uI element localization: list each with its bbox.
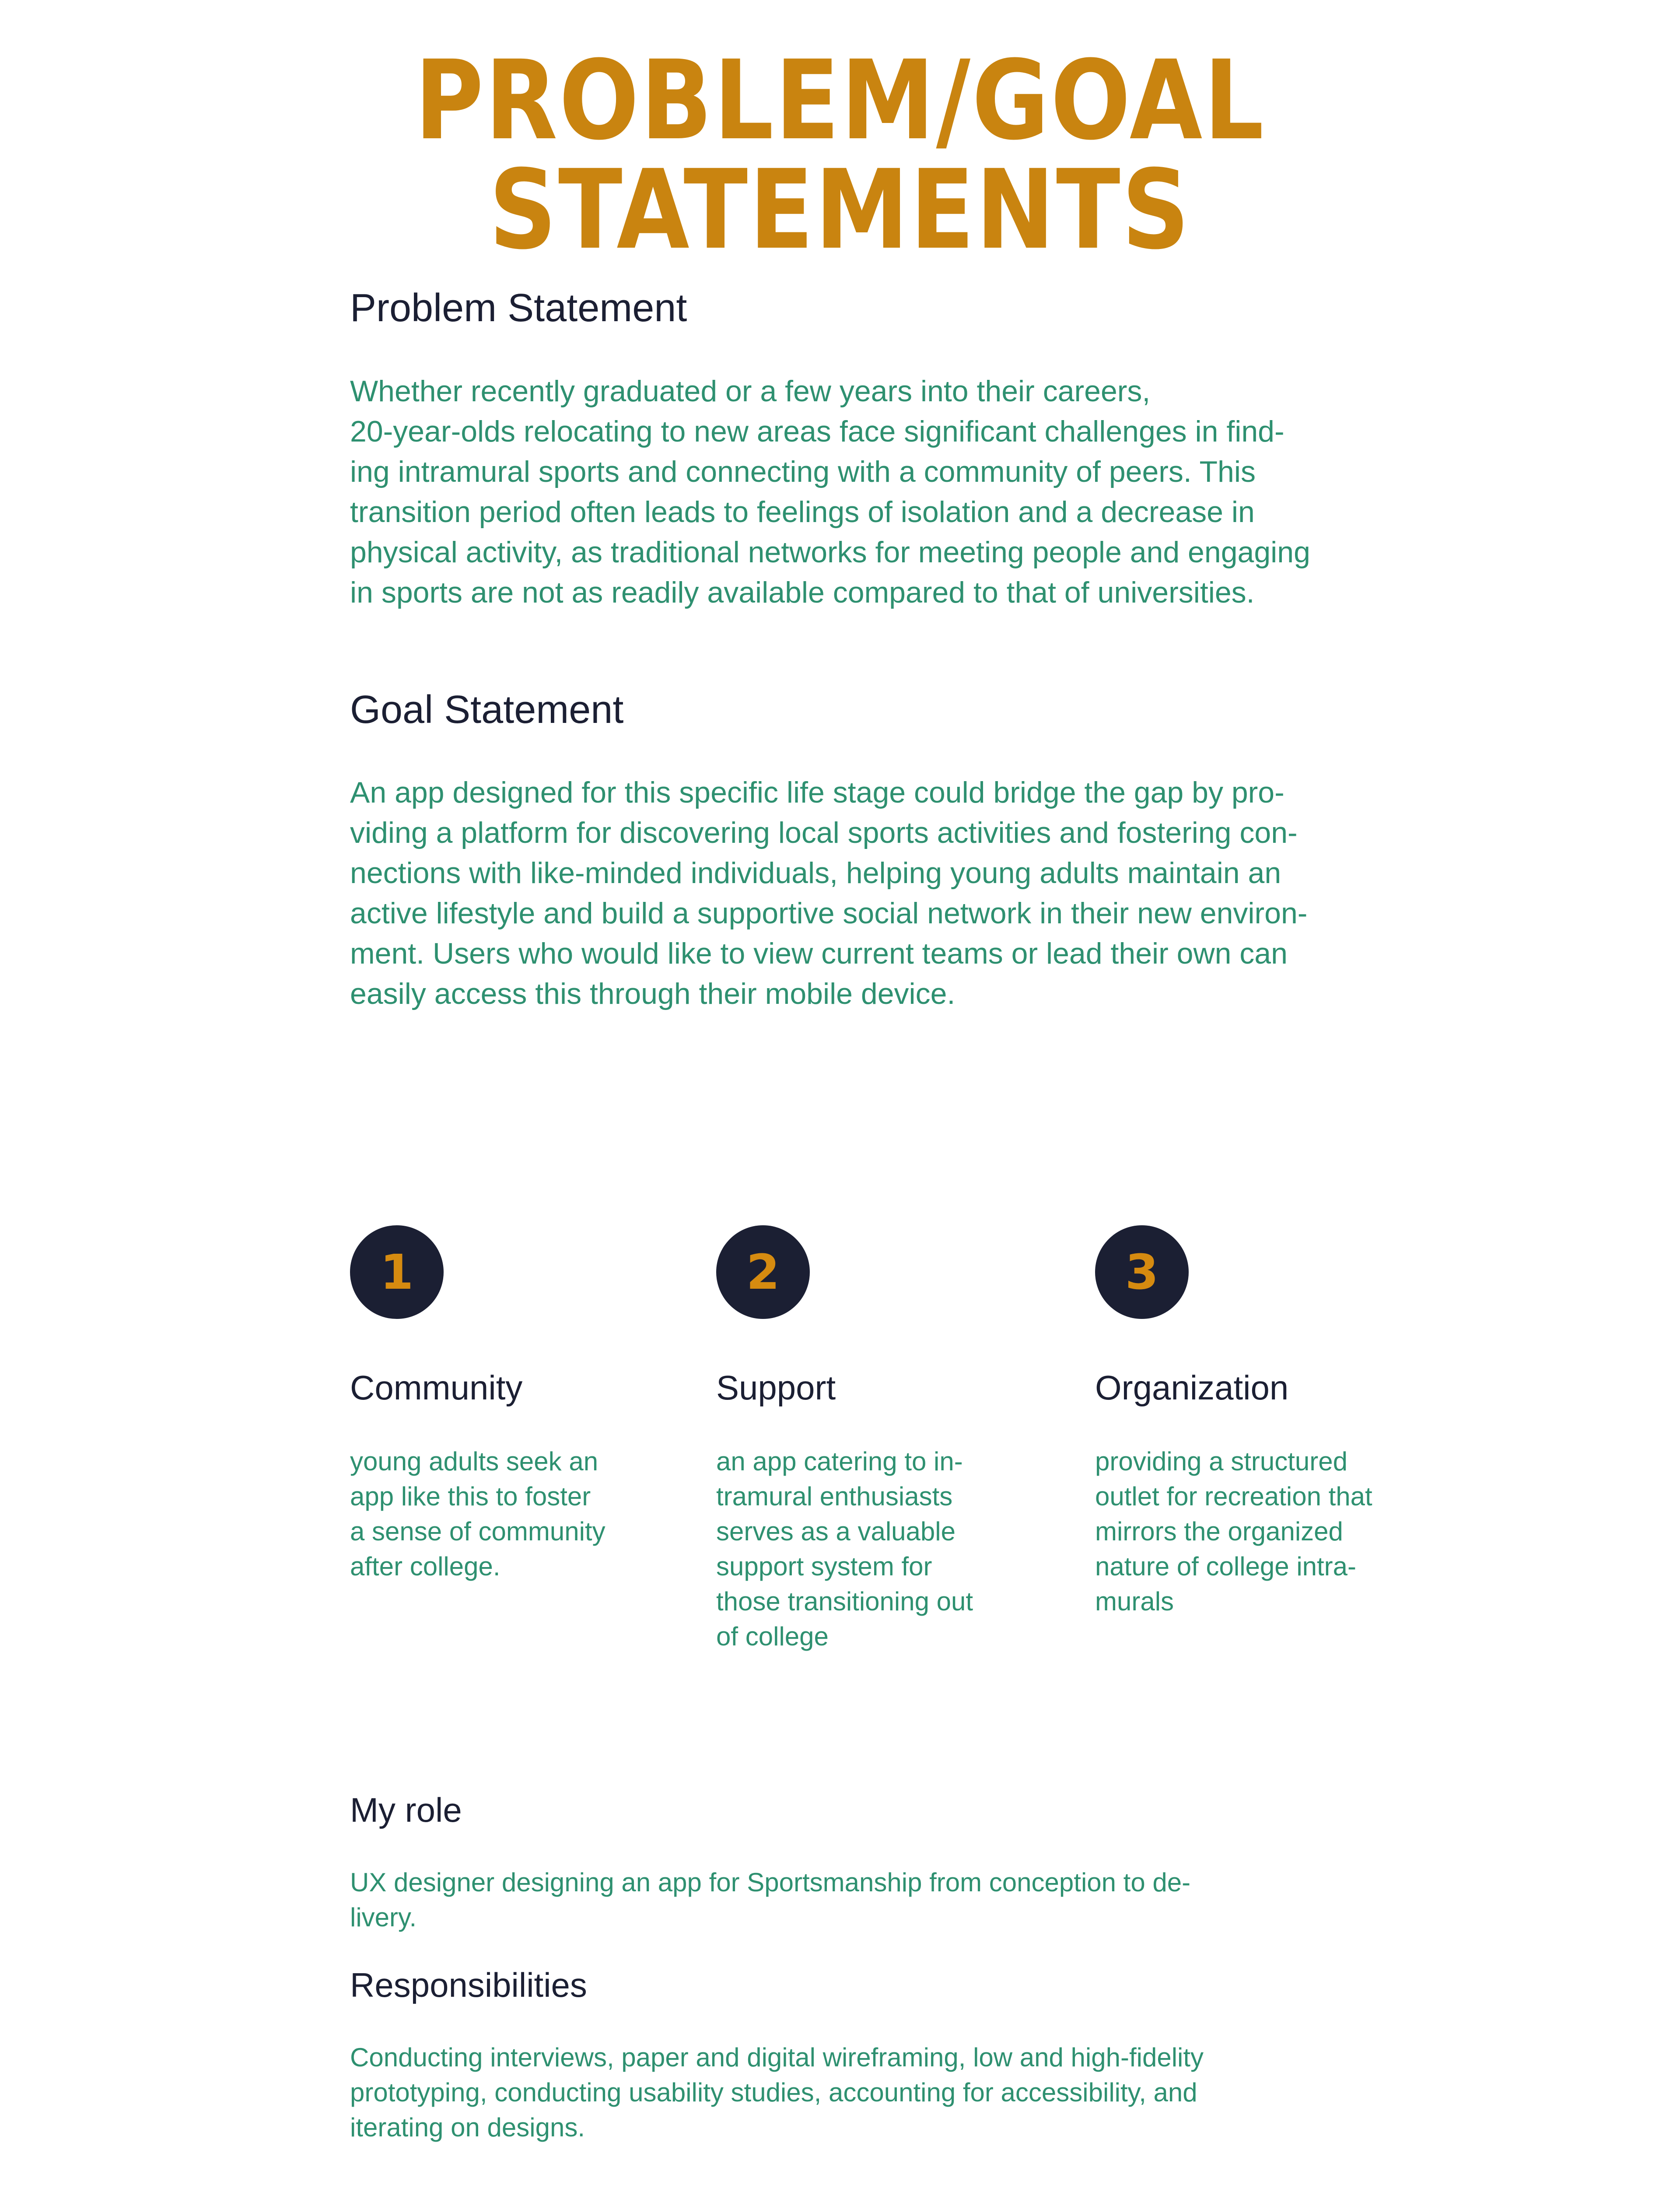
role-line: livery. xyxy=(350,1903,417,1932)
pillar-title: Support xyxy=(716,1368,836,1407)
pillar-line: tramural enthusiasts xyxy=(716,1482,953,1511)
problem-heading: Problem Statement xyxy=(350,286,687,330)
responsibilities-line: Conducting interviews, paper and digital wireframing, low and high-fidelity xyxy=(350,2043,1204,2072)
problem-line: Whether recently graduated or a few years into their careers, xyxy=(350,375,1151,408)
pillar-line: app like this to foster xyxy=(350,1482,591,1511)
pillar-line: of college xyxy=(716,1622,829,1651)
pillar-line: young adults seek an xyxy=(350,1447,598,1476)
problem-line: physical activity, as traditional networks for meeting people and engaging xyxy=(350,536,1310,569)
pillar-line: providing a structured xyxy=(1095,1447,1348,1476)
problem-body xyxy=(350,371,1310,613)
pillar-number-badge: 2 xyxy=(716,1225,810,1319)
responsibilities-line: iterating on designs. xyxy=(350,2113,585,2142)
pillar-line: a sense of community xyxy=(350,1517,606,1546)
goal-line: viding a platform for discovering local sports activities and fostering con- xyxy=(350,816,1298,849)
responsibilities-heading: Responsibilities xyxy=(350,1966,587,2004)
responsibilities-body xyxy=(350,2040,1204,2145)
pillar-line: those transitioning out xyxy=(716,1587,973,1616)
pillar-line: after college. xyxy=(350,1552,500,1581)
pillar-title: Community xyxy=(350,1368,523,1407)
goal-line: An app designed for this specific life stage could bridge the gap by pro- xyxy=(350,776,1284,809)
pillar-body xyxy=(716,1444,973,1654)
role-heading: My role xyxy=(350,1791,462,1829)
pillar-line: support system for xyxy=(716,1552,932,1581)
pillar-title: Organization xyxy=(1095,1368,1289,1407)
responsibilities-line: prototyping, conducting usability studies, accounting for accessibility, and xyxy=(350,2078,1197,2107)
goal-line: active lifestyle and build a supportive social network in their new environ- xyxy=(350,897,1308,930)
pillar-line: an app catering to in- xyxy=(716,1447,963,1476)
role-line: UX designer designing an app for Sportsmanship from conception to de- xyxy=(350,1868,1191,1897)
problem-line: 20-year-olds relocating to new areas face significant challenges in find- xyxy=(350,415,1284,448)
problem-line: in sports are not as readily available compared to that of universities. xyxy=(350,576,1255,609)
pillar-body xyxy=(1095,1444,1372,1619)
pillar-line: serves as a valuable xyxy=(716,1517,956,1546)
pillar-number-badge: 1 xyxy=(350,1225,444,1319)
pillar-line: murals xyxy=(1095,1587,1174,1616)
goal-body xyxy=(350,772,1307,1014)
pillar-number-badge: 3 xyxy=(1095,1225,1189,1319)
pillar-line: mirrors the organized xyxy=(1095,1517,1343,1546)
pillar-line: nature of college intra- xyxy=(1095,1552,1357,1581)
pillar-line: outlet for recreation that xyxy=(1095,1482,1372,1511)
goal-heading: Goal Statement xyxy=(350,688,624,732)
section-title-problem-goal: PROBLEM/GOAL STATEMENTS xyxy=(414,37,1266,274)
goal-line: nections with like-minded individuals, helping young adults maintain an xyxy=(350,856,1281,890)
goal-line: easily access this through their mobile device. xyxy=(350,977,956,1010)
problem-line: transition period often leads to feelings of isolation and a decrease in xyxy=(350,495,1255,529)
problem-line: ing intramural sports and connecting with a community of peers. This xyxy=(350,455,1256,488)
role-body xyxy=(350,1865,1190,1935)
goal-line: ment. Users who would like to view current teams or lead their own can xyxy=(350,937,1288,970)
pillar-body xyxy=(350,1444,606,1584)
